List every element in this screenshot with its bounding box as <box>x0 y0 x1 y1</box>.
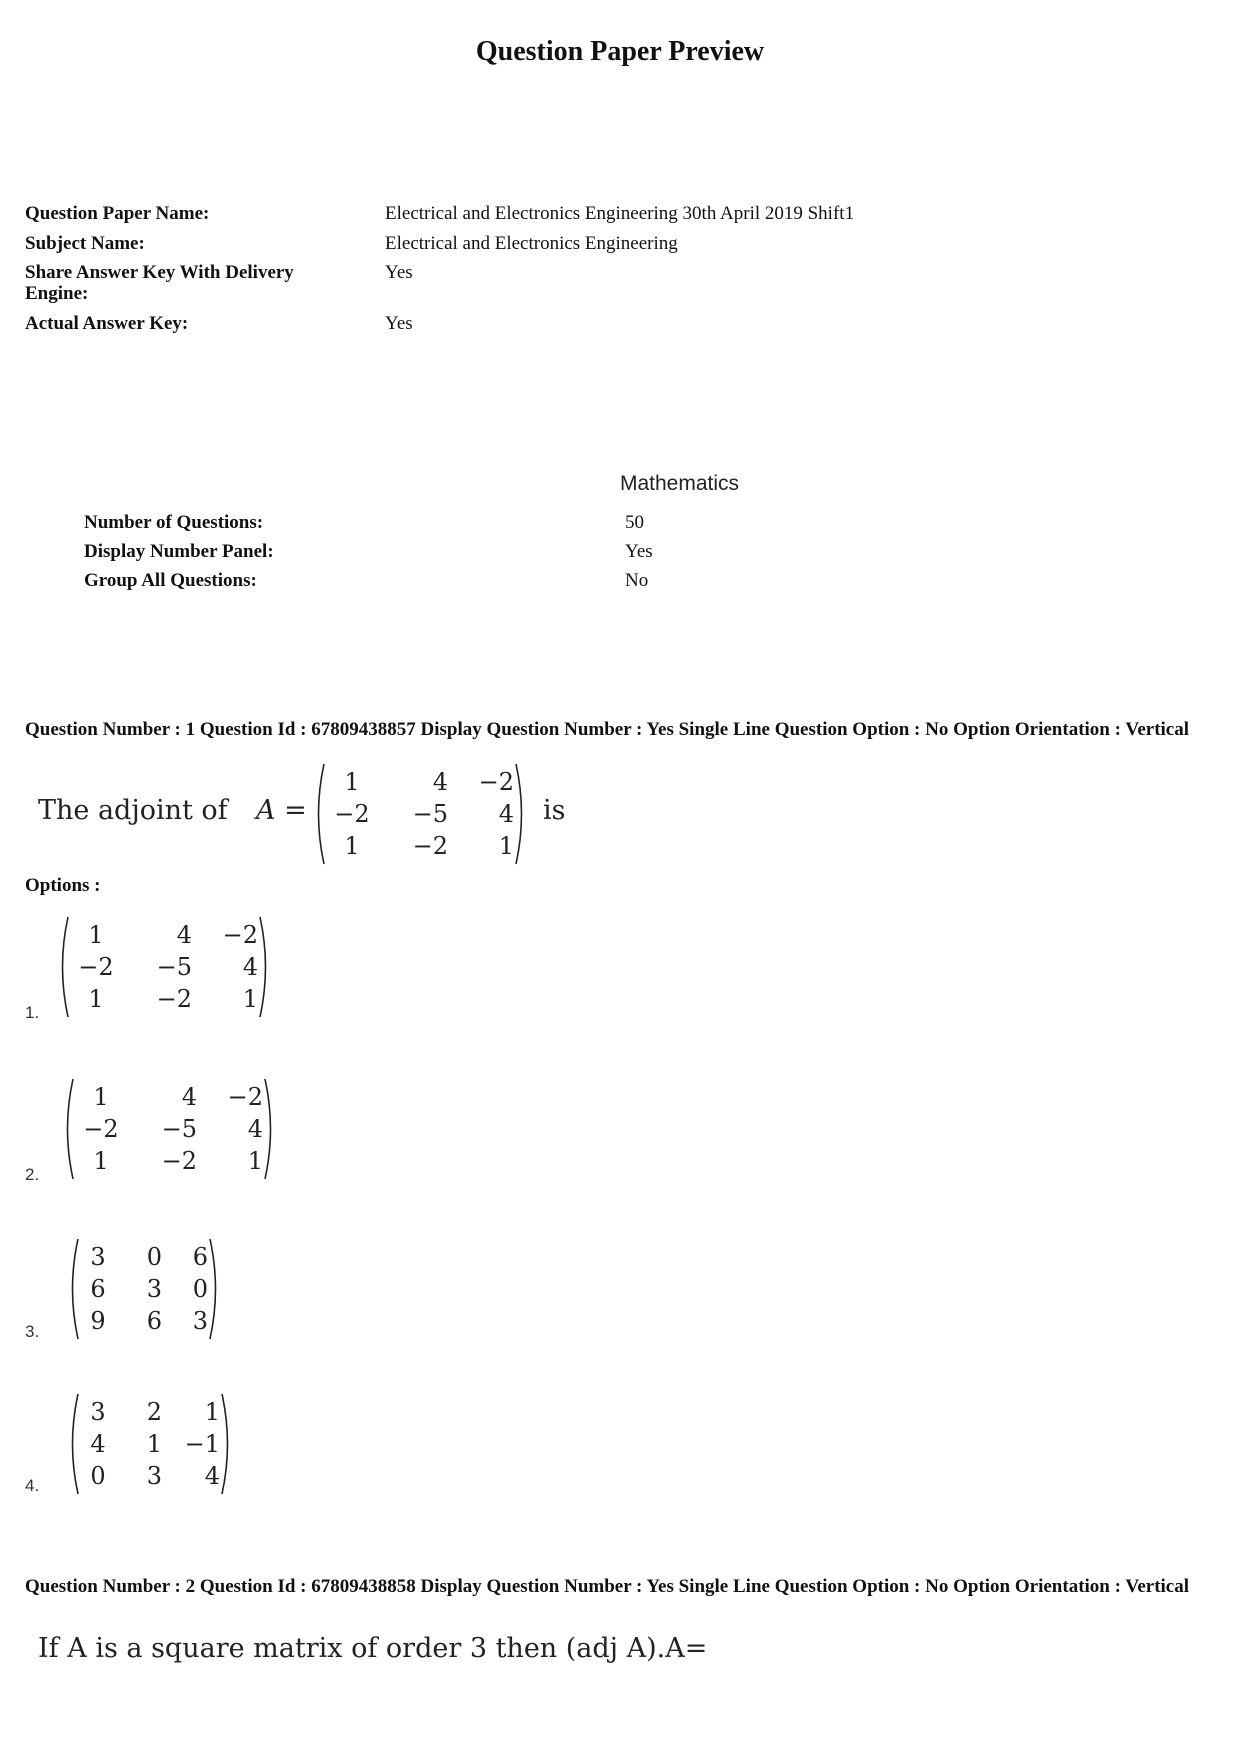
option-2-number: 2. <box>25 1165 40 1184</box>
question-2-text: If A is a square matrix of order 3 then (adj A).A= <box>38 1633 708 1664</box>
matrix-cell: −1 <box>184 1430 220 1458</box>
matrix-cell: 1 <box>88 921 104 949</box>
section-value-group-all: No <box>625 570 649 591</box>
matrix-cell: 1 <box>498 832 514 860</box>
question-2-header: Question Number : 2 Question Id : 67809438858 Display Question Number : Yes Single Line Question Option : No Option Orientation : Vertical <box>25 1576 1190 1597</box>
right-parenthesis <box>208 1237 222 1341</box>
matrix-cell: 0 <box>90 1462 106 1490</box>
matrix-cell: 1 <box>242 985 258 1013</box>
section-label-num-questions: Number of Questions: <box>84 512 264 533</box>
matrix-cell: 4 <box>90 1430 106 1458</box>
right-parenthesis <box>258 915 272 1019</box>
matrix-cell: −2 <box>156 985 192 1013</box>
left-parenthesis <box>312 762 326 866</box>
matrix-cell: 4 <box>181 1083 197 1111</box>
option-1-number: 1. <box>25 1003 40 1022</box>
matrix-grid <box>80 1241 208 1337</box>
option-1-matrix[interactable] <box>56 915 272 1019</box>
matrix-cell: 1 <box>146 1430 162 1458</box>
matrix-cell: 9 <box>90 1307 106 1335</box>
matrix-cell: 1 <box>247 1147 263 1175</box>
matrix-grid <box>70 919 258 1015</box>
matrix-cell: 1 <box>344 768 360 796</box>
option-3-number: 3. <box>25 1322 40 1341</box>
matrix-cell: 3 <box>146 1275 162 1303</box>
matrix-cell: 4 <box>498 800 514 828</box>
right-parenthesis <box>220 1392 234 1496</box>
matrix-cell: 6 <box>90 1275 106 1303</box>
matrix-cell: 4 <box>176 921 192 949</box>
meta-value-share-key: Yes <box>385 262 413 283</box>
matrix-cell: −2 <box>412 832 448 860</box>
left-parenthesis <box>61 1077 75 1181</box>
meta-value-subject: Electrical and Electronics Engineering <box>385 233 678 254</box>
matrix-cell: −2 <box>83 1115 119 1143</box>
option-3-matrix[interactable] <box>66 1237 222 1341</box>
matrix-cell: −2 <box>222 921 258 949</box>
meta-label-share-key: Share Answer Key With Delivery Engine: <box>25 262 294 304</box>
meta-label-actual-key: Actual Answer Key: <box>25 313 189 334</box>
matrix-cell: −2 <box>78 953 114 981</box>
matrix-cell: −5 <box>156 953 192 981</box>
question-1-text: The adjoint of <box>38 795 228 826</box>
right-parenthesis <box>514 762 528 866</box>
question-1-matrix <box>312 762 528 866</box>
matrix-cell: 6 <box>146 1307 162 1335</box>
matrix-cell: −5 <box>161 1115 197 1143</box>
matrix-cell: 0 <box>192 1275 208 1303</box>
matrix-cell: 4 <box>247 1115 263 1143</box>
left-parenthesis <box>66 1237 80 1341</box>
matrix-cell: 1 <box>88 985 104 1013</box>
matrix-cell: −2 <box>161 1147 197 1175</box>
section-name: Mathematics <box>620 472 740 495</box>
matrix-cell: 1 <box>93 1147 109 1175</box>
meta-value-actual-key: Yes <box>385 313 413 334</box>
matrix-cell: 6 <box>192 1243 208 1271</box>
matrix-cell: 3 <box>90 1243 106 1271</box>
matrix-cell: 0 <box>146 1243 162 1271</box>
matrix-cell: −2 <box>227 1083 263 1111</box>
meta-label-paper-name: Question Paper Name: <box>25 203 210 224</box>
option-2-matrix[interactable] <box>61 1077 277 1181</box>
matrix-grid <box>326 766 514 862</box>
meta-label-subject: Subject Name: <box>25 233 145 254</box>
matrix-grid <box>80 1396 220 1492</box>
matrix-cell: −5 <box>412 800 448 828</box>
left-parenthesis <box>56 915 70 1019</box>
question-1-header: Question Number : 1 Question Id : 67809438857 Display Question Number : Yes Single Line Question Option : No Option Orientation : Vertical <box>25 719 1190 740</box>
matrix-cell: 1 <box>93 1083 109 1111</box>
question-1-variable: A = <box>256 795 307 826</box>
section-value-num-questions: 50 <box>625 512 644 533</box>
matrix-cell: 1 <box>344 832 360 860</box>
meta-value-paper-name: Electrical and Electronics Engineering 30th April 2019 Shift1 <box>385 203 855 224</box>
matrix-cell: 4 <box>242 953 258 981</box>
section-label-group-all: Group All Questions: <box>84 570 257 591</box>
page-title: Question Paper Preview <box>475 36 765 67</box>
matrix-cell: 1 <box>204 1398 220 1426</box>
matrix-cell: 3 <box>192 1307 208 1335</box>
left-parenthesis <box>66 1392 80 1496</box>
right-parenthesis <box>263 1077 277 1181</box>
matrix-cell: 4 <box>204 1462 220 1490</box>
matrix-grid <box>75 1081 263 1177</box>
matrix-cell: 3 <box>146 1462 162 1490</box>
matrix-cell: 2 <box>146 1398 162 1426</box>
matrix-cell: −2 <box>478 768 514 796</box>
question-1-text-after: is <box>543 795 566 826</box>
section-value-display-panel: Yes <box>625 541 653 562</box>
matrix-cell: −2 <box>334 800 370 828</box>
matrix-cell: 3 <box>90 1398 106 1426</box>
option-4-matrix[interactable] <box>66 1392 234 1496</box>
matrix-cell: 4 <box>432 768 448 796</box>
options-label: Options : <box>25 875 101 896</box>
option-4-number: 4. <box>25 1476 40 1495</box>
section-label-display-panel: Display Number Panel: <box>84 541 274 562</box>
